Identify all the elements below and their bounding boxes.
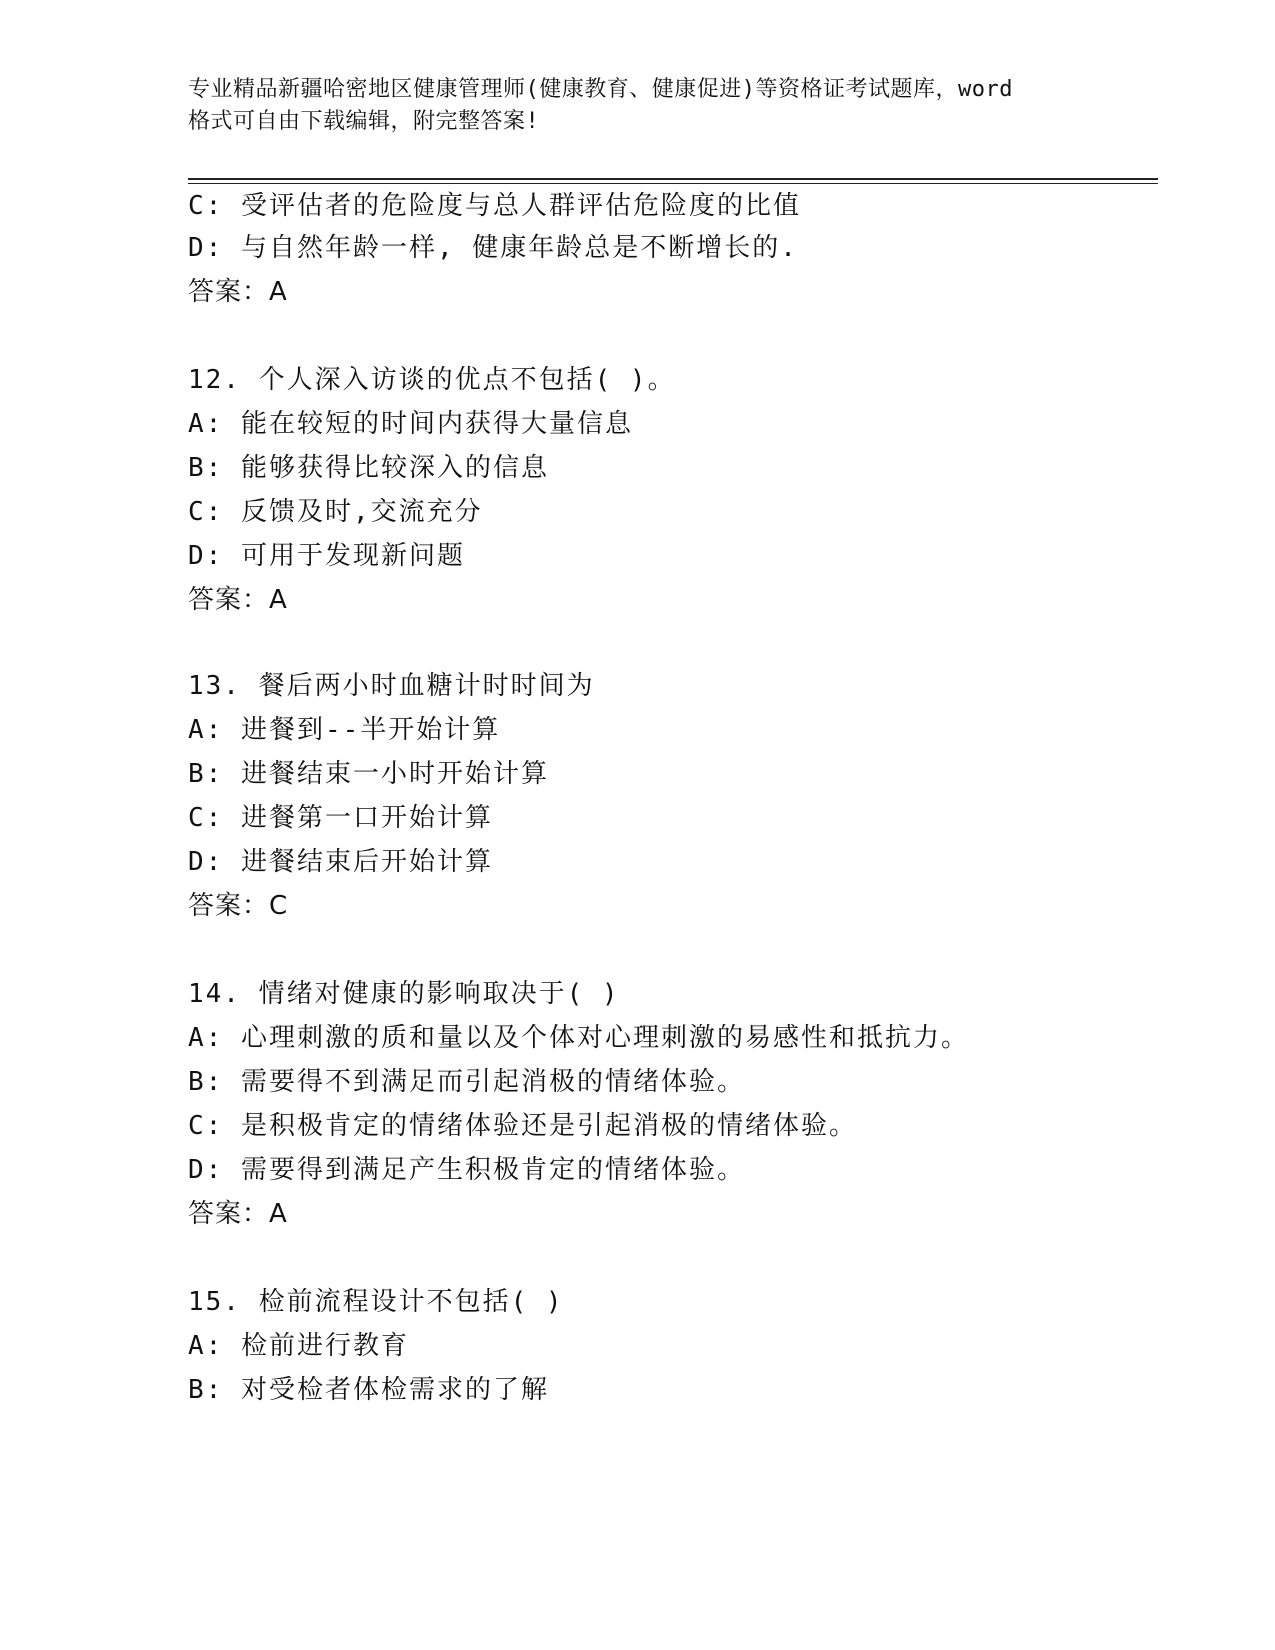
q13-answer: 答案：C	[188, 891, 289, 921]
q12-option-a: A: 能在较短的时间内获得大量信息	[188, 409, 633, 439]
q13-option-d: D: 进餐结束后开始计算	[188, 847, 493, 877]
q12-stem: 12. 个人深入访谈的优点不包括( )。	[188, 365, 676, 395]
header-line-2: 格式可自由下载编辑，附完整答案!	[188, 109, 540, 134]
q11-option-d: D: 与自然年龄一样, 健康年龄总是不断增长的.	[188, 233, 798, 263]
q14-option-c: C: 是积极肯定的情绪体验还是引起消极的情绪体验。	[188, 1111, 857, 1141]
q12-option-c: C: 反馈及时,交流充分	[188, 497, 483, 527]
q13-option-a: A: 进餐到--半开始计算	[188, 715, 501, 745]
header-rule-thick	[188, 178, 1158, 180]
q12-answer: 答案：A	[188, 585, 288, 615]
q15-option-a: A: 检前进行教育	[188, 1331, 409, 1361]
header-line-1: 专业精品新疆哈密地区健康管理师(健康教育、健康促进)等资格证考试题库，word	[188, 77, 1013, 102]
q14-answer: 答案：A	[188, 1199, 288, 1229]
q12-option-b: B: 能够获得比较深入的信息	[188, 453, 549, 483]
q15-stem: 15. 检前流程设计不包括( )	[188, 1287, 564, 1317]
q15-option-b: B: 对受检者体检需求的了解	[188, 1375, 549, 1405]
q13-option-c: C: 进餐第一口开始计算	[188, 803, 493, 833]
q14-option-b: B: 需要得不到满足而引起消极的情绪体验。	[188, 1067, 745, 1097]
document-header	[188, 74, 1088, 138]
q14-option-d: D: 需要得到满足产生积极肯定的情绪体验。	[188, 1155, 745, 1185]
header-rule-thin	[188, 183, 1158, 184]
q12-option-d: D: 可用于发现新问题	[188, 541, 465, 571]
q13-stem: 13. 餐后两小时血糖计时时间为	[188, 671, 595, 701]
q11-answer: 答案：A	[188, 277, 288, 307]
q14-option-a: A: 心理刺激的质和量以及个体对心理刺激的易感性和抵抗力。	[188, 1023, 969, 1053]
q13-option-b: B: 进餐结束一小时开始计算	[188, 759, 549, 789]
q14-stem: 14. 情绪对健康的影响取决于( )	[188, 979, 620, 1009]
q11-option-c: C: 受评估者的危险度与总人群评估危险度的比值	[188, 191, 801, 221]
